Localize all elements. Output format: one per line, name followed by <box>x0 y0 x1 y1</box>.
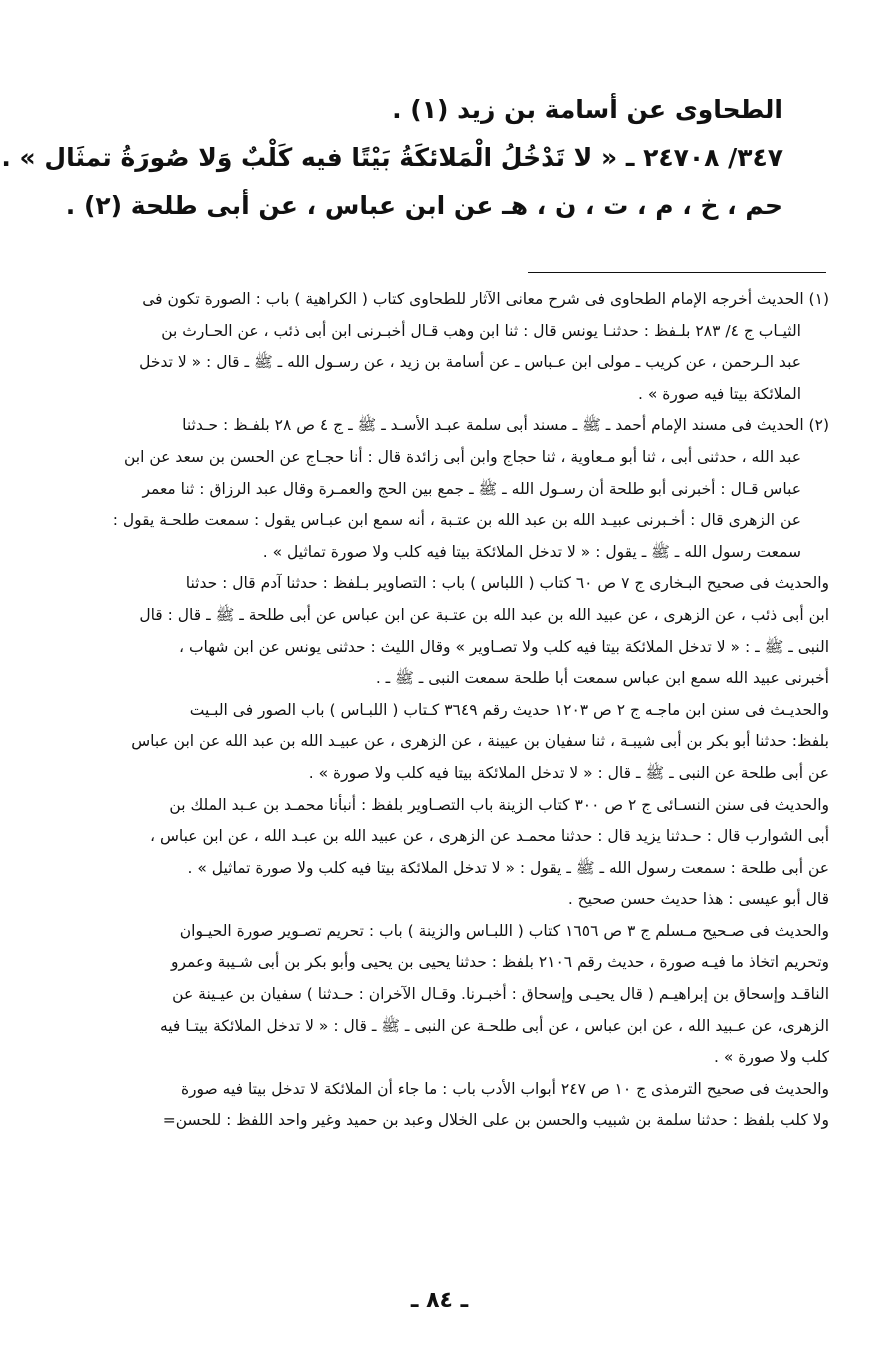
footnote-line: الملائكة بيتا فيه صورة » . <box>637 384 801 403</box>
page-number: ـ ٨٤ ـ <box>410 1288 469 1313</box>
footnote-line: عبد الله ، حدثنى أبى ، ثنا أبو مـعاوية ، ثنا حجاج وابن أبى زائدة قال : أنا حجـاج عن الحسن بن سعد عن ابن <box>124 447 801 466</box>
main-line-1: الطحاوى عن أسامة بن زيد (١) . <box>392 95 783 124</box>
footnote-line: أبى الشوارب قال : حـدثنا يزيد قال : حدثنا محمـد عن الزهرى ، عن عبيد الله بن عبـد الله ، عن ابن عباس ، <box>150 827 829 846</box>
footnote-line: عن أبى طلحة : سمعت رسول الله ـ ﷺ ـ يقول : « لا تدخل الملائكة بيتا فيه كلب ولا صورة تماثيل » . <box>187 858 829 877</box>
main-text-block <box>1 86 783 230</box>
footnote-line: ابن أبى ذئب ، عن الزهرى ، عن عبيد الله بن عبد الله بن عتـبة عن ابن عباس عن أبى طلحة ـ ﷺ ـ قال : قال <box>139 605 829 624</box>
footnote-1-line: (١) الحديث أخرجه الإمام الطحاوى فى شرح معانى الآثار للطحاوى كتاب ( الكراهية ) باب : الصورة تكون فى <box>142 290 829 308</box>
footnote-line: كلب ولا صورة » . <box>714 1048 829 1067</box>
footnote-line: عن أبى طلحة عن النبى ـ ﷺ ـ قال : « لا تدخل الملائكة بيتا فيه كلب ولا صورة » . <box>308 763 829 782</box>
footnote-line: والحديث فى صـحيح مـسلم ج ٣ ص ١٦٥٦ كتاب ( اللبـاس والزينة ) باب : تحريم تصـوير صورة الحيـوان <box>179 921 829 940</box>
footnote-line: الزهرى، عن عـبيد الله ، عن ابن عباس ، عن أبى طلحـة عن النبى ـ ﷺ ـ قال : « لا تدخل الملائكة بيتـا فيه <box>159 1016 829 1035</box>
footnote-line: وتحريم اتخاذ ما فيـه صورة ، حديث رقم ٢١٠٦ بلفظ : حدثنا يحيى بن يحيى وأبو بكر بن أبى شـيبة وعمرو <box>170 953 829 972</box>
footnote-line: والحديث فى صحيح البـخارى ج ٧ ص ٦٠ كتاب ( اللباس ) باب : التصاوير بـلفظ : حدثنا آدم قال : حدثنا <box>185 574 829 593</box>
footnote-line: النبى ـ ﷺ ـ : « لا تدخل الملائكة بيتا فيه كلب ولا تصـاوير » وقال الليث : حدثنى يونس عن ابن شهاب ، <box>179 637 829 656</box>
footnote-line: عبد الـرحمن ، عن كريب ـ مولى ابن عـباس ـ عن أسامة بن زيد ، عن رسـول الله ـ ﷺ ـ قال : « لا تدخل <box>139 353 801 372</box>
footnote-line: الناقـد وإسحاق بن إبراهيـم ( قال يحيـى وإسحاق : أخبـرنا. وقـال الآخران : حـدثنا ) سفيان بن عيـينة عن <box>172 985 829 1004</box>
footnote-line: والحديث فى سنن النسـائى ج ٢ ص ٣٠٠ كتاب الزينة باب التصـاوير بلفظ : أنبأنا محمـد بن عـبد الملك بن <box>169 795 829 814</box>
footnotes-block <box>36 284 829 1137</box>
footnote-line: الثيـاب ج ٤/ ٢٨٣ بلـفظ : حدثنـا يونس قال : ثنا ابن وهب قـال أخبـرنى ابن أبى ذئب ، عن الحـارث بن <box>161 321 801 340</box>
footnote-line: عباس قـال : أخبرنى أبو طلحة أن رسـول الله ـ ﷺ ـ جمع بين الحج والعمـرة وقال عبد الرزاق : ثنا معمر <box>142 479 801 498</box>
footnote-line: عن الزهرى قال : أخـبرنى عبيـد الله بن عبد الله بن عتـبة ، أنه سمع ابن عبـاس يقول : سمعت طلحـة يقول : <box>112 511 801 530</box>
sources-line: حم ، خ ، م ، ت ، ن ، هـ عن ابن عباس ، عن أبى طلحة (٢) . <box>65 191 783 220</box>
hadith-line: ٣٤٧/ ٢٤٧٠٨ ـ « لا تَدْخُلُ الْمَلائكَةُ بَيْتًا فيه كَلْبٌ وَلا صُورَةُ تمثَال » . <box>1 143 783 172</box>
footnote-line: بلفظ: حدثنا أبو بكر بن أبى شيبـة ، ثنا سفيان بن عيينة ، عن الزهرى ، عن عبيـد الله بن عبد الله عن ابن عباس <box>131 732 829 751</box>
footnote-separator <box>528 272 826 273</box>
footnote-line: سمعت رسول الله ـ ﷺ ـ يقول : « لا تدخل الملائكة بيتا فيه كلب ولا صورة تماثيل » . <box>262 542 801 561</box>
footnote-line: والحديـث فى سنن ابن ماجـه ج ٢ ص ١٢٠٣ حديث رقم ٣٦٤٩ كـتاب ( اللبـاس ) باب الصور فى البـيت <box>189 700 829 719</box>
footnote-2-line: (٢) الحديث فى مسند الإمام أحمد ـ ﷺ ـ مسند أبى سلمة عبـد الأسـد ـ ﷺ ـ ج ٤ ص ٢٨ بلفـظ : حـدثنا <box>182 416 829 435</box>
footnote-line: أخبرنى عبيد الله سمع ابن عباس سمعت أبا طلحة سمعت النبى ـ ﷺ ـ . <box>375 669 829 688</box>
footnote-line: والحديث فى صحيح الترمذى ج ١٠ ص ٢٤٧ أبواب الأدب باب : ما جاء أن الملائكة لا تدخل بيتا فيه صورة <box>180 1079 829 1098</box>
footnote-line: ولا كلب بلفظ : حدثنا سلمة بن شبيب والحسن بن على الخلال وعبد بن حميد وغير واحد اللفظ : للحسن= <box>162 1111 829 1130</box>
footnote-line: قال أبو عيسى : هذا حديث حسن صحيح . <box>567 890 829 909</box>
